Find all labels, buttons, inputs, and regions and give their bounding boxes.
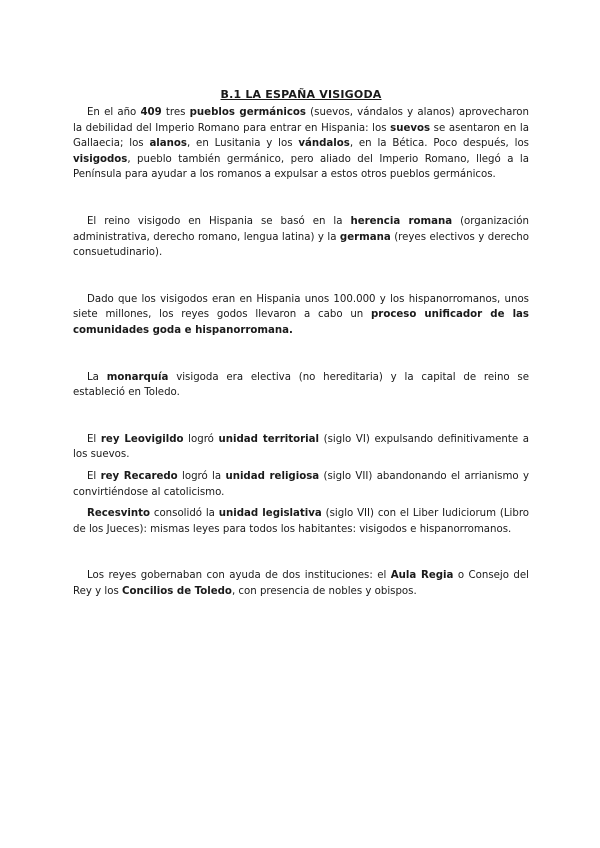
- paragraph-recesvinto: Recesvinto consolidó la unidad legislativa (siglo VII) con el Liber Iudiciorum (Libro de los Jueces): mismas leyes para todos los habitantes: visigodos e hispanorromanos.: [73, 508, 530, 535]
- page-title: B.1 LA ESPAÑA VISIGODA: [220, 88, 382, 101]
- paragraph-recaredo: El rey Recaredo logró la unidad religiosa (siglo VII) abandonando el arrianismo y convirtiéndose al catolicismo.: [73, 470, 529, 498]
- paragraph-unification: Dado que los visigodos eran en Hispania unos 100.000 y los hispanorromanos, unos siete millones, los reyes godos llevaron a cabo un proceso unificador de las comunidades goda e hispanorromana.: [73, 293, 529, 336]
- document-page: [73, 88, 529, 599]
- paragraph-heritage: El reino visigodo en Hispania se basó en la herencia romana (organización administrativa, derecho romano, lengua latina) y la germana (reyes electivos y derecho consuetudinario).: [73, 215, 529, 259]
- paragraph-invasions: En el año 409 tres pueblos germánicos (suevos, vándalos y alanos) aprovecharon la debilidad del Imperio Romano para entrar en Hispania: los suevos se asentaron en la Gallaecia; los alanos, en Lusitania y los vándalos, en la Bética. Poco después, los visigodos, pueblo también germánico, pero aliado del Imperio Romano, llegó a la Península para ayudar a los romanos a expulsar a estos otros pueblos germánicos.: [73, 107, 529, 181]
- paragraph-monarchy: La monarquía visigoda era electiva (no hereditaria) y la capital de reino se estableció en Toledo.: [73, 371, 529, 399]
- paragraph-institutions: Los reyes gobernaban con ayuda de dos instituciones: el Aula Regia o Consejo del Rey y los Concilios de Toledo, con presencia de nobles y obispos.: [73, 570, 529, 597]
- paragraph-leovigildo: El rey Leovigildo logró unidad territorial (siglo VI) expulsando definitivamente a los suevos.: [73, 433, 529, 461]
